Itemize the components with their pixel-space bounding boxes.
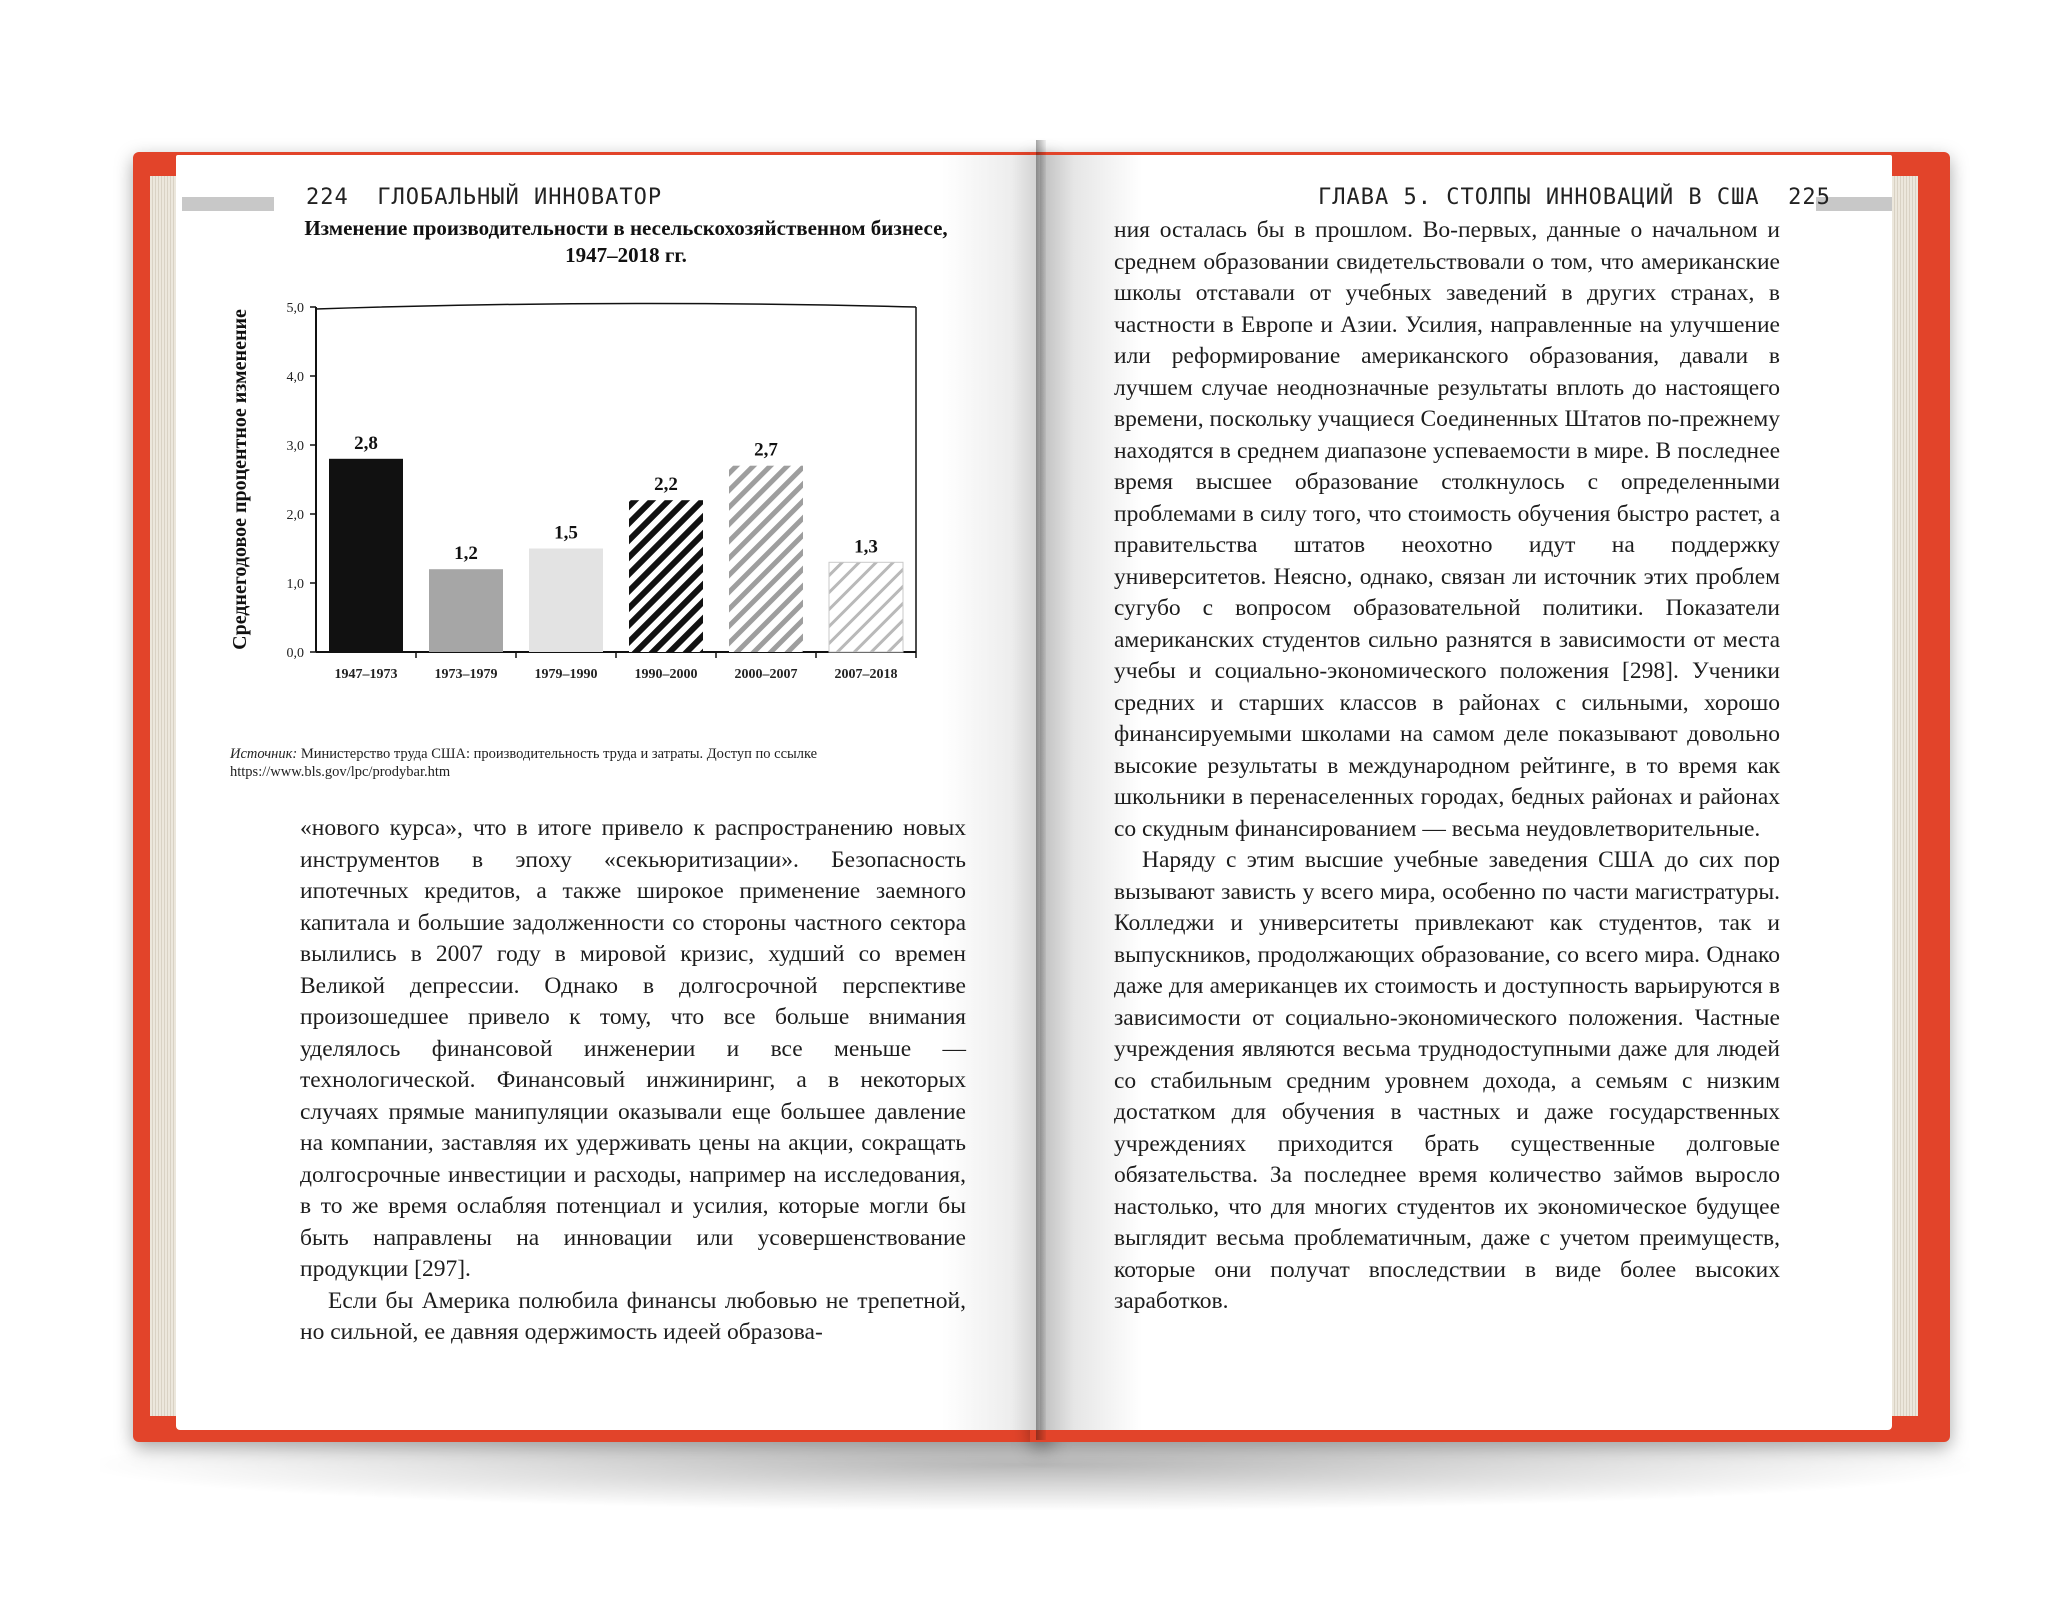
y-tick-label: 4,0 xyxy=(286,370,304,385)
left-paragraph-1: «нового курса», что в итоге привело к распространению новых инструментов в эпоху «секьюритизации». Безопасность ипотечных кредитов, а также широкое применение заемного капитала и большие задолженности со стороны частного сектора вылились в 2007 году в мировой кризис, худший со времен Великой депрессии. Однако в долгосрочной перспективе произошедшее привело к тому, что все больше внимания уделялось финансовой инженерии и все меньше — технологической. Финансовый инжиниринг, а в некоторых случаях прямые манипуляции оказывали еще большее давление на компании, заставляя их удерживать цены на акции, сокращать долгосрочные инвестиции и расходы, например на исследования, в то же время ослабляя потенциал и усилия, которые могли бы быть направлены на инновации или усовершенствование продукции [297]. xyxy=(300,815,966,1282)
bar xyxy=(529,549,603,653)
bar-value-label: 2,8 xyxy=(354,432,378,454)
left-page xyxy=(176,155,1046,1430)
x-category-label: 1979–1990 xyxy=(534,667,598,682)
bar xyxy=(629,500,703,652)
bar xyxy=(429,569,503,652)
bar xyxy=(729,466,803,652)
book-gutter xyxy=(1036,140,1046,1440)
bar xyxy=(329,459,403,652)
running-head-bar-left xyxy=(182,197,274,211)
chart-bars xyxy=(329,459,903,652)
y-axis-label: Среднегодовое процентное изменение xyxy=(229,309,251,650)
left-page-number: 224 xyxy=(306,185,349,210)
y-tick-label: 2,0 xyxy=(286,508,304,523)
x-category-label: 2007–2018 xyxy=(834,667,898,682)
x-category-label: 2000–2007 xyxy=(734,667,798,682)
y-tick-label: 3,0 xyxy=(286,439,304,454)
left-running-title: ГЛОБАЛЬНЫЙ ИННОВАТОР xyxy=(377,185,663,210)
bar xyxy=(829,562,903,652)
right-page-header xyxy=(1318,185,1831,210)
y-tick-label: 0,0 xyxy=(286,646,304,661)
bar-value-label: 1,2 xyxy=(454,543,478,565)
page-edges-left xyxy=(150,176,176,1416)
right-page xyxy=(1040,155,1892,1430)
right-paragraph-2: Наряду с этим высшие учебные заведения США до сих пор вызывают зависть у всего мира, особенно по части магистратуры. Колледжи и университеты привлекают как студентов, так и выпускников, продолжающих образование, со всего мира. Однако даже для американцев их стоимость и доступность варьируются в зависимости от социально-экономического положения. Частные учреждения являются весьма труднодоступными даже для людей со стабильным средним уровнем дохода, а семьям с низким достатком для обучения в частных и даже государственных учреждениях приходится брать существенные долговые обязательства. За последнее время количество займов выросло настолько, что для многих студентов их экономическое будущее выглядит весьма проблематичным, даже с учетом преимуществ, которые они получат впоследствии в виде более высоких заработков. xyxy=(1114,847,1780,1314)
left-paragraph-2: Если бы Америка полюбила финансы любовью не трепетной, но сильной, ее давняя одержимость идеей образова- xyxy=(300,1287,966,1345)
plot-top-border xyxy=(316,303,916,309)
x-category-label: 1947–1973 xyxy=(334,667,398,682)
right-page-number: 225 xyxy=(1788,185,1831,210)
y-tick-label: 5,0 xyxy=(286,301,304,316)
right-running-title: ГЛАВА 5. СТОЛПЫ ИННОВАЦИЙ В США xyxy=(1318,185,1760,210)
chart-source xyxy=(230,745,930,781)
left-page-header xyxy=(306,185,662,210)
left-body-text xyxy=(300,813,966,1349)
source-label: Источник: xyxy=(230,746,298,762)
page-edges-right xyxy=(1892,176,1918,1416)
bar-value-label: 2,7 xyxy=(754,439,778,461)
y-tick-label: 1,0 xyxy=(286,577,304,592)
bar-value-label: 1,3 xyxy=(854,536,878,558)
x-category-label: 1973–1979 xyxy=(434,667,498,682)
source-text: Министерство труда США: производительность труда и затраты. Доступ по ссылке https://www.bls.gov/lpc/prodybar.htm xyxy=(230,746,818,780)
right-paragraph-1: ния осталась бы в прошлом. Во-первых, данные о начальном и среднем образовании свидетельствовали о том, что американские школы отставали от учебных заведений в других странах, в частности в Европе и Азии. Усилия, направленные на улучшение или реформирование американского образования, давали в лучшем случае неоднозначные результаты вплоть до настоящего времени, поскольку учащиеся Соединенных Штатов по-прежнему находятся в среднем диапазоне успеваемости в мире. В последнее время высшее образование столкнулось с определенными проблемами в силу того, что стоимость обучения быстро растет, а правительства штатов неохотно идут на поддержку университетов. Неясно, однако, связан ли источник этих проблем сугубо с вопросом образовательной политики. Показатели американских студентов сильно разнятся в зависимости от места учебы и социально-экономического положения [298]. Ученики средних и старших классов в районах с сильными, хорошо финансируемыми школами на самом деле показывают довольно высокие результаты в международном рейтинге, в то время как школьники в перенаселенных городах, бедных районах и районах со скудным финансированием — весьма неудовлетворительные. xyxy=(1114,217,1780,842)
bar-value-label: 1,5 xyxy=(554,522,578,544)
productivity-bar-chart xyxy=(216,287,956,717)
right-body-text xyxy=(1114,215,1780,1318)
chart-title: Изменение производительности в несельскохозяйственном бизнесе, 1947–2018 гг. xyxy=(304,216,948,267)
x-category-label: 1990–2000 xyxy=(634,667,698,682)
bar-value-label: 2,2 xyxy=(654,474,678,496)
